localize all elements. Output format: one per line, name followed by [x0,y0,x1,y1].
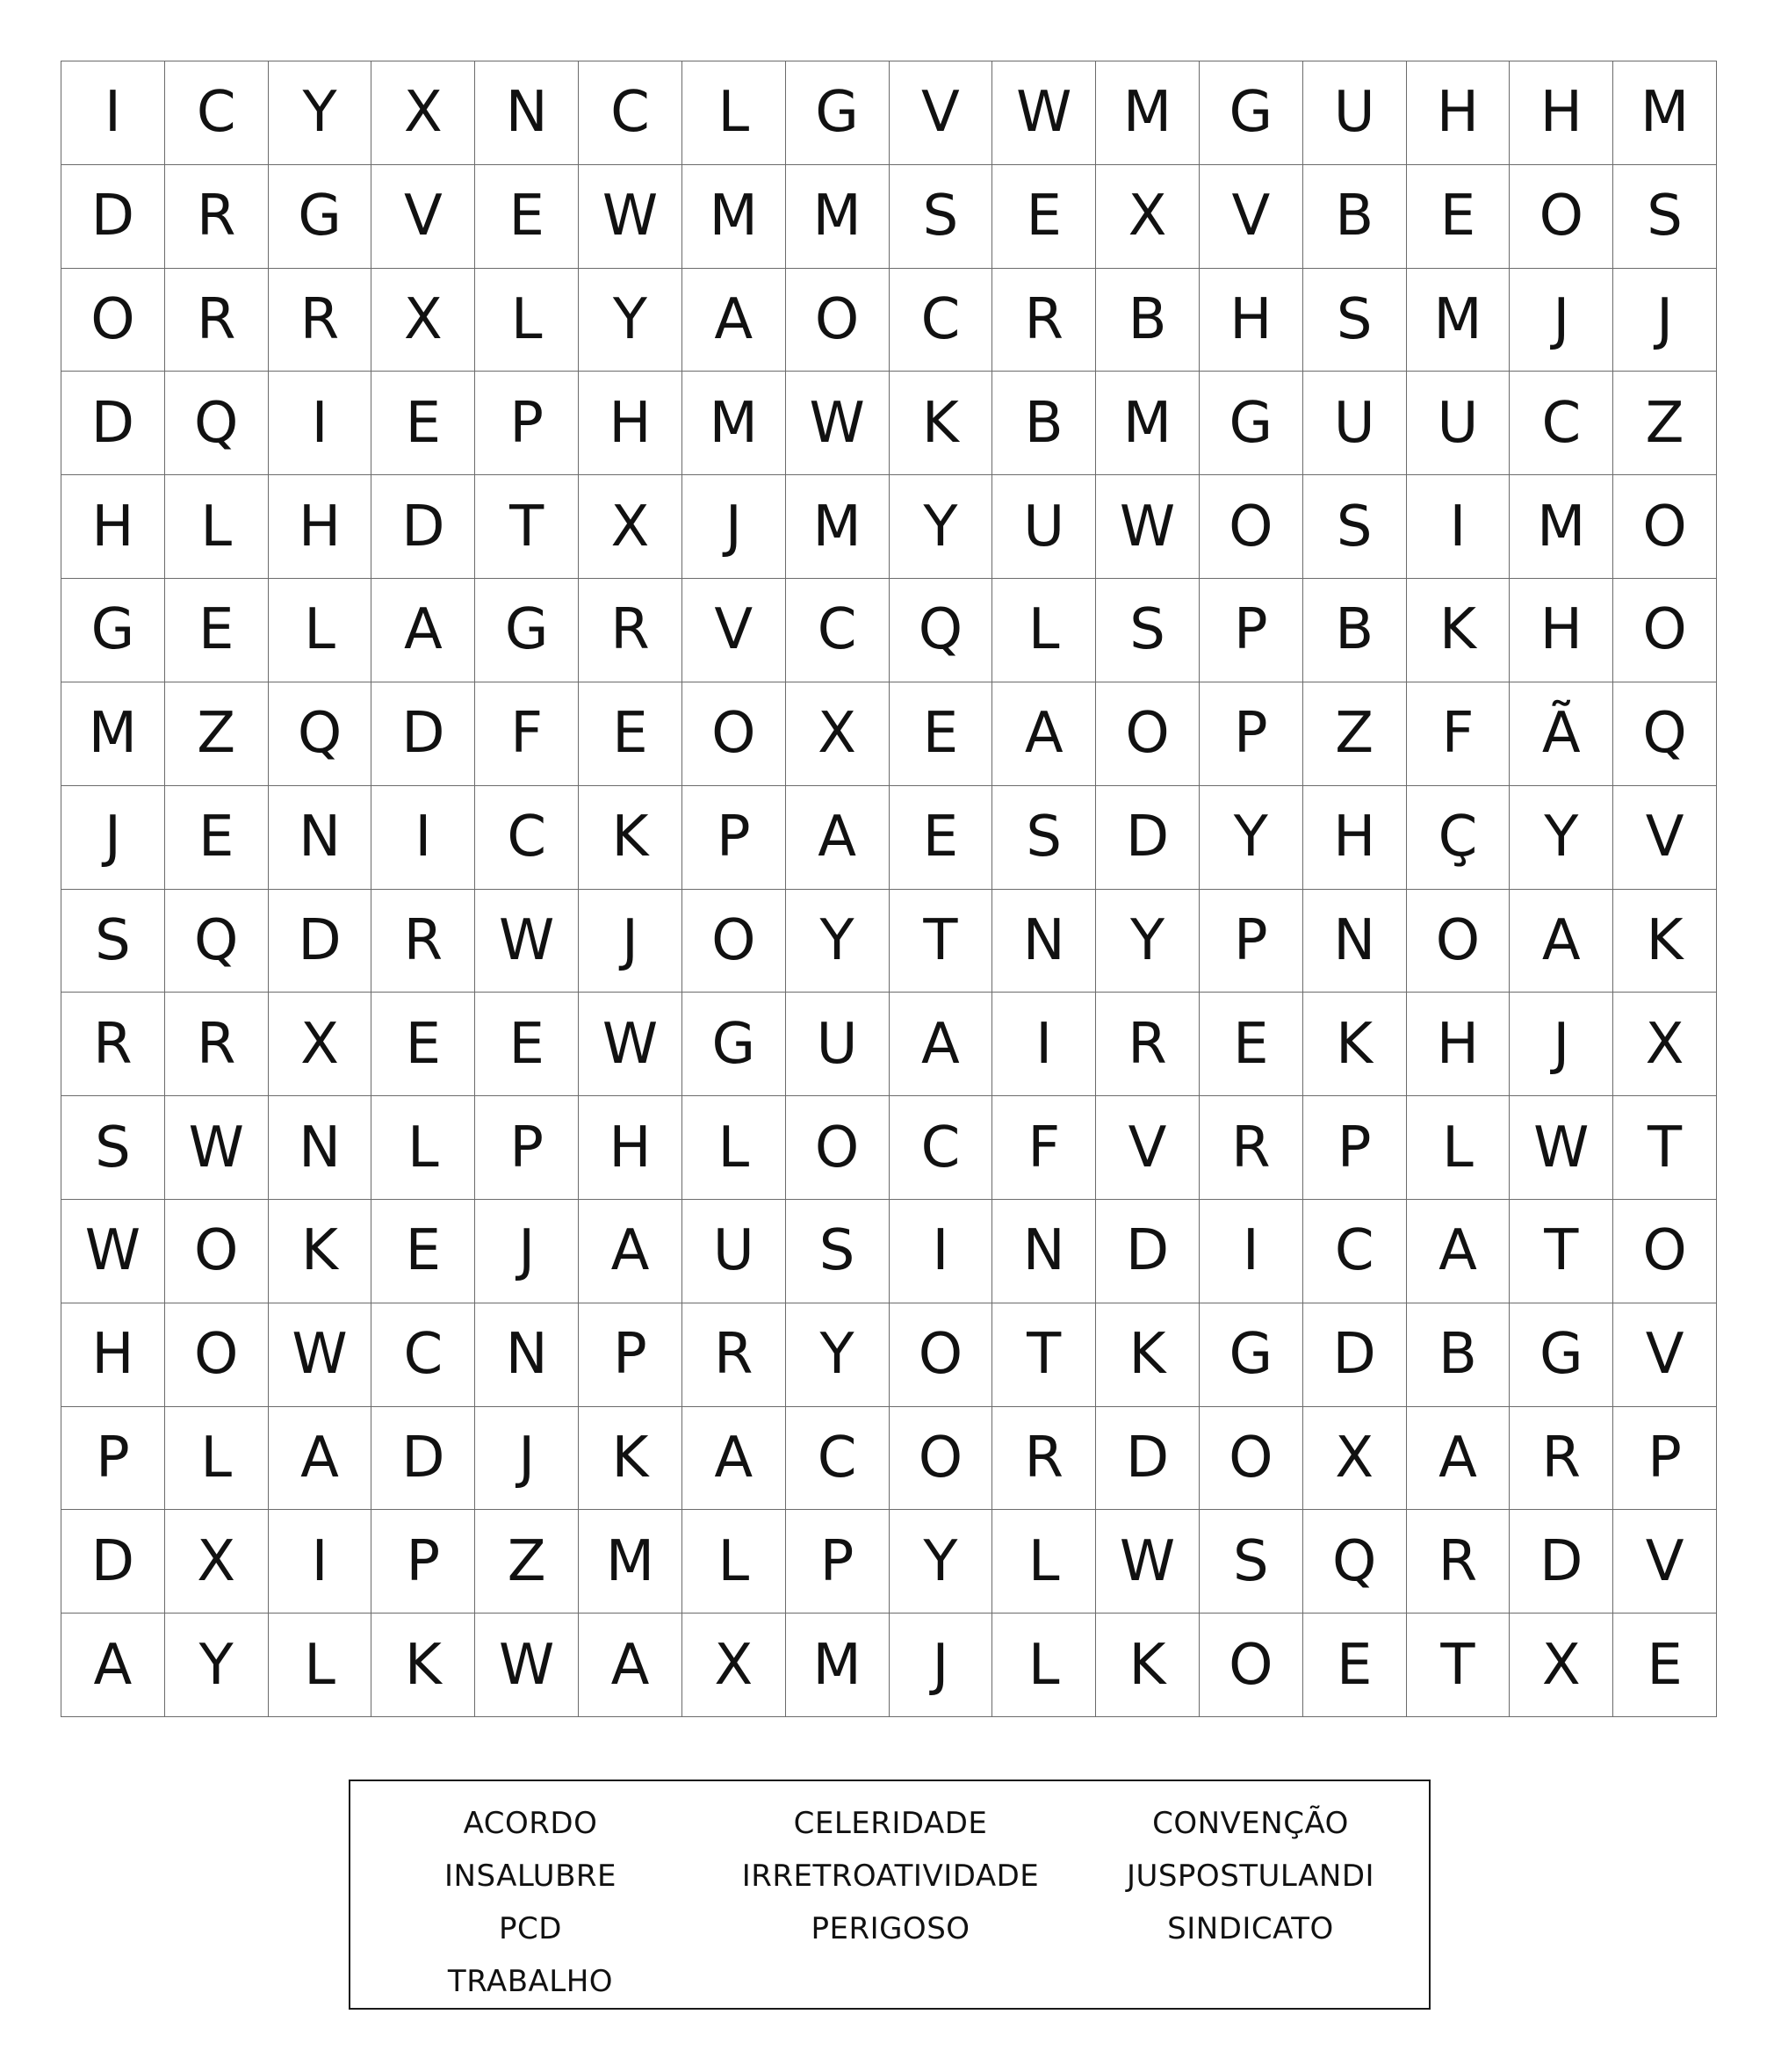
grid-cell[interactable]: U [1407,372,1511,475]
grid-cell[interactable]: L [269,1614,372,1717]
grid-cell[interactable]: V [1096,1096,1200,1200]
grid-cell[interactable]: R [371,890,475,993]
grid-cell[interactable]: D [371,475,475,579]
grid-cell[interactable]: O [890,1407,993,1511]
grid-cell[interactable]: F [992,1096,1096,1200]
grid-cell[interactable]: J [1510,269,1613,372]
grid-cell[interactable]: G [1200,1303,1303,1407]
grid-cell[interactable]: P [682,786,786,890]
grid-cell[interactable]: N [1303,890,1407,993]
grid-cell[interactable]: H [1303,786,1407,890]
grid-cell[interactable]: X [269,993,372,1096]
grid-cell[interactable]: Y [579,269,682,372]
grid-cell[interactable]: W [1096,1510,1200,1614]
grid-cell[interactable]: D [371,682,475,786]
grid-cell[interactable]: R [579,579,682,682]
grid-cell[interactable]: P [1200,579,1303,682]
grid-cell[interactable]: M [786,165,890,269]
grid-cell[interactable]: L [475,269,579,372]
grid-cell[interactable]: C [786,579,890,682]
grid-cell[interactable]: B [1096,269,1200,372]
grid-cell[interactable]: T [1510,1200,1613,1303]
word-list-item: ACORDO [463,1806,598,1841]
grid-cell[interactable]: X [165,1510,269,1614]
grid-cell[interactable]: J [475,1407,579,1511]
grid-cell[interactable]: D [1096,786,1200,890]
grid-cell[interactable]: Q [890,579,993,682]
grid-cell[interactable]: X [682,1614,786,1717]
grid-cell[interactable]: C [786,1407,890,1511]
grid-cell[interactable]: X [579,475,682,579]
grid-cell[interactable]: R [682,1303,786,1407]
grid-cell[interactable]: R [269,269,372,372]
grid-cell[interactable]: A [1510,890,1613,993]
grid-cell[interactable]: T [992,1303,1096,1407]
grid-cell[interactable]: N [992,1200,1096,1303]
grid-cell[interactable]: I [269,1510,372,1614]
grid-cell[interactable]: D [1096,1407,1200,1511]
grid-cell[interactable]: V [682,579,786,682]
grid-cell[interactable]: R [1407,1510,1511,1614]
word-list-item: TRABALHO [447,1964,614,1999]
grid-cell[interactable]: R [165,165,269,269]
grid-cell[interactable]: X [1510,1614,1613,1717]
grid-cell[interactable]: P [1200,890,1303,993]
grid-cell[interactable]: C [890,1096,993,1200]
grid-cell[interactable]: S [1096,579,1200,682]
grid-cell[interactable]: H [579,1096,682,1200]
grid-cell[interactable]: H [1510,579,1613,682]
grid-cell[interactable]: L [371,1096,475,1200]
grid-cell[interactable]: K [890,372,993,475]
grid-cell[interactable]: U [682,1200,786,1303]
grid-cell[interactable]: J [475,1200,579,1303]
grid-cell[interactable]: P [475,372,579,475]
grid-cell[interactable]: R [1200,1096,1303,1200]
grid-cell[interactable]: E [371,993,475,1096]
grid-cell[interactable]: H [1407,993,1511,1096]
grid-cell[interactable]: K [371,1614,475,1717]
grid-cell[interactable]: K [1303,993,1407,1096]
grid-cell[interactable]: V [1613,1303,1717,1407]
word-list-item: CONVENÇÃO [1152,1806,1349,1841]
grid-cell[interactable]: V [1200,165,1303,269]
grid-cell[interactable]: C [890,269,993,372]
word-list-item: SINDICATO [1167,1911,1334,1946]
grid-cell[interactable]: H [1407,61,1511,165]
grid-cell[interactable]: N [992,890,1096,993]
grid-cell[interactable]: P [61,1407,165,1511]
grid-cell[interactable]: X [1096,165,1200,269]
grid-cell[interactable]: H [61,475,165,579]
grid-cell[interactable]: Z [165,682,269,786]
grid-cell[interactable]: K [269,1200,372,1303]
grid-cell[interactable]: I [1200,1200,1303,1303]
grid-cell[interactable]: K [579,1407,682,1511]
grid-cell[interactable]: W [579,165,682,269]
grid-cell[interactable]: R [992,1407,1096,1511]
grid-cell[interactable]: S [1200,1510,1303,1614]
grid-cell[interactable]: L [682,61,786,165]
grid-cell[interactable]: A [786,786,890,890]
grid-cell[interactable]: W [1510,1096,1613,1200]
word-list [350,1797,1429,2008]
grid-cell[interactable]: C [1303,1200,1407,1303]
grid-cell[interactable]: P [1200,682,1303,786]
grid-cell[interactable]: Y [1200,786,1303,890]
letter-grid [61,61,1717,1717]
grid-cell[interactable]: B [1303,579,1407,682]
grid-cell[interactable]: J [579,890,682,993]
grid-cell[interactable]: W [475,890,579,993]
grid-cell[interactable]: H [269,475,372,579]
grid-cell[interactable]: E [890,786,993,890]
grid-cell[interactable]: S [1303,475,1407,579]
word-list-box [349,1780,1431,2010]
grid-cell[interactable]: U [786,993,890,1096]
grid-cell[interactable]: H [1510,61,1613,165]
grid-cell[interactable]: D [61,165,165,269]
grid-cell[interactable]: T [890,890,993,993]
grid-cell[interactable]: S [1613,165,1717,269]
grid-cell[interactable]: X [1303,1407,1407,1511]
grid-cell[interactable]: P [371,1510,475,1614]
grid-cell[interactable]: Q [165,890,269,993]
grid-cell[interactable]: Q [269,682,372,786]
grid-cell[interactable]: Y [1510,786,1613,890]
grid-cell[interactable]: D [1510,1510,1613,1614]
grid-cell[interactable]: K [1096,1614,1200,1717]
grid-cell[interactable]: G [682,993,786,1096]
grid-cell[interactable]: H [61,1303,165,1407]
grid-cell[interactable]: W [61,1200,165,1303]
grid-cell[interactable]: S [992,786,1096,890]
grid-cell[interactable]: F [1407,682,1511,786]
grid-cell[interactable]: L [682,1510,786,1614]
grid-cell[interactable]: M [682,165,786,269]
grid-cell[interactable]: T [1613,1096,1717,1200]
grid-cell[interactable]: O [1613,475,1717,579]
grid-cell[interactable]: M [786,475,890,579]
grid-cell[interactable]: E [371,372,475,475]
grid-cell[interactable]: J [61,786,165,890]
grid-cell[interactable]: D [61,1510,165,1614]
grid-cell[interactable]: O [1200,475,1303,579]
grid-cell[interactable]: M [61,682,165,786]
grid-cell[interactable]: O [1407,890,1511,993]
grid-cell[interactable]: I [890,1200,993,1303]
grid-cell[interactable]: R [165,993,269,1096]
grid-cell[interactable]: I [992,993,1096,1096]
grid-cell[interactable]: D [269,890,372,993]
word-list-item: IRRETROATIVIDADE [741,1859,1040,1894]
grid-cell[interactable]: O [165,1200,269,1303]
grid-cell[interactable]: X [1613,993,1717,1096]
grid-cell[interactable]: A [890,993,993,1096]
grid-cell[interactable]: W [475,1614,579,1717]
grid-cell[interactable]: B [1303,165,1407,269]
grid-cell[interactable]: A [579,1200,682,1303]
grid-cell[interactable]: Y [786,1303,890,1407]
grid-cell[interactable]: H [579,372,682,475]
grid-cell[interactable]: L [1407,1096,1511,1200]
grid-cell[interactable]: V [1613,1510,1717,1614]
grid-cell[interactable]: G [269,165,372,269]
grid-cell[interactable]: O [786,1096,890,1200]
grid-cell[interactable]: C [579,61,682,165]
grid-cell[interactable]: H [1200,269,1303,372]
grid-cell[interactable]: W [269,1303,372,1407]
grid-cell[interactable]: R [992,269,1096,372]
grid-cell[interactable]: Z [1613,372,1717,475]
grid-cell[interactable]: R [1096,993,1200,1096]
grid-cell[interactable]: Y [890,1510,993,1614]
grid-cell[interactable]: E [1200,993,1303,1096]
grid-cell[interactable]: C [475,786,579,890]
grid-cell[interactable]: M [1510,475,1613,579]
grid-cell[interactable]: M [786,1614,890,1717]
grid-cell[interactable]: K [579,786,682,890]
grid-cell[interactable]: X [786,682,890,786]
grid-cell[interactable]: Q [165,372,269,475]
grid-cell[interactable]: O [1096,682,1200,786]
grid-cell[interactable]: O [1613,1200,1717,1303]
grid-cell[interactable]: I [1407,475,1511,579]
grid-cell[interactable]: M [682,372,786,475]
grid-cell[interactable]: S [786,1200,890,1303]
grid-cell[interactable]: W [992,61,1096,165]
grid-cell[interactable]: G [1200,61,1303,165]
grid-cell[interactable]: P [1303,1096,1407,1200]
grid-cell[interactable]: X [371,269,475,372]
grid-cell[interactable]: O [1510,165,1613,269]
grid-cell[interactable]: Q [1613,682,1717,786]
grid-cell[interactable]: S [890,165,993,269]
grid-cell[interactable]: R [61,993,165,1096]
grid-cell[interactable]: E [1613,1614,1717,1717]
grid-cell[interactable]: A [61,1614,165,1717]
grid-cell[interactable]: O [682,682,786,786]
grid-cell[interactable]: V [371,165,475,269]
grid-cell[interactable]: Z [475,1510,579,1614]
grid-cell[interactable]: I [61,61,165,165]
grid-cell[interactable]: J [890,1614,993,1717]
grid-cell[interactable]: C [1510,372,1613,475]
grid-cell[interactable]: X [371,61,475,165]
grid-cell[interactable]: M [1613,61,1717,165]
grid-cell[interactable]: A [992,682,1096,786]
grid-cell[interactable]: W [786,372,890,475]
grid-cell[interactable]: J [1613,269,1717,372]
grid-cell[interactable]: Y [890,475,993,579]
grid-cell[interactable]: V [890,61,993,165]
grid-cell[interactable]: M [579,1510,682,1614]
grid-cell[interactable]: R [1510,1407,1613,1511]
grid-cell[interactable]: S [61,890,165,993]
grid-cell[interactable]: E [579,682,682,786]
grid-cell[interactable]: B [1407,1303,1511,1407]
grid-cell[interactable]: J [1510,993,1613,1096]
grid-cell[interactable]: I [269,372,372,475]
grid-cell[interactable]: E [992,165,1096,269]
grid-cell[interactable]: Y [1096,890,1200,993]
grid-cell[interactable]: Ã [1510,682,1613,786]
grid-cell[interactable]: A [1407,1407,1511,1511]
grid-cell[interactable]: Y [269,61,372,165]
grid-cell[interactable]: O [1200,1407,1303,1511]
grid-cell[interactable]: A [682,269,786,372]
grid-cell[interactable]: L [992,1614,1096,1717]
grid-cell[interactable]: K [1407,579,1511,682]
grid-cell[interactable]: E [1303,1614,1407,1717]
grid-cell[interactable]: M [1096,372,1200,475]
grid-cell[interactable]: L [269,579,372,682]
grid-cell[interactable]: C [165,61,269,165]
grid-cell[interactable]: O [61,269,165,372]
grid-cell[interactable]: N [475,1303,579,1407]
grid-cell[interactable]: D [61,372,165,475]
grid-cell[interactable]: K [1096,1303,1200,1407]
grid-cell[interactable]: W [1096,475,1200,579]
grid-cell[interactable]: E [475,165,579,269]
grid-cell[interactable]: W [165,1096,269,1200]
grid-cell[interactable]: E [371,1200,475,1303]
grid-cell[interactable]: E [165,786,269,890]
grid-cell[interactable]: G [475,579,579,682]
grid-cell[interactable]: S [1303,269,1407,372]
grid-cell[interactable]: A [579,1614,682,1717]
grid-cell[interactable]: G [61,579,165,682]
grid-cell[interactable]: D [371,1407,475,1511]
grid-cell[interactable]: E [165,579,269,682]
grid-cell[interactable]: A [1407,1200,1511,1303]
grid-cell[interactable]: A [269,1407,372,1511]
grid-cell[interactable]: U [992,475,1096,579]
grid-cell[interactable]: G [1510,1303,1613,1407]
grid-cell[interactable]: I [371,786,475,890]
grid-cell[interactable]: N [475,61,579,165]
grid-cell[interactable]: M [1407,269,1511,372]
grid-cell[interactable]: O [1200,1614,1303,1717]
word-list-item: INSALUBRE [444,1859,616,1894]
grid-cell[interactable]: U [1303,61,1407,165]
grid-cell[interactable]: B [992,372,1096,475]
grid-cell[interactable]: P [1613,1407,1717,1511]
grid-cell[interactable]: A [371,579,475,682]
grid-cell[interactable]: S [61,1096,165,1200]
grid-cell[interactable]: Z [1303,682,1407,786]
word-list-item: JUSPOSTULANDI [1126,1859,1375,1894]
grid-cell[interactable]: T [1407,1614,1511,1717]
grid-cell[interactable]: E [1407,165,1511,269]
grid-cell[interactable]: L [992,1510,1096,1614]
grid-cell[interactable]: M [1096,61,1200,165]
grid-cell[interactable]: D [1303,1303,1407,1407]
grid-cell[interactable]: L [682,1096,786,1200]
grid-cell[interactable]: N [269,786,372,890]
grid-cell[interactable]: G [1200,372,1303,475]
grid-cell[interactable]: E [475,993,579,1096]
grid-cell[interactable]: Ç [1407,786,1511,890]
grid-cell[interactable]: C [371,1303,475,1407]
grid-cell[interactable]: Y [165,1614,269,1717]
grid-cell[interactable]: O [165,1303,269,1407]
word-list-item: PERIGOSO [811,1911,970,1946]
grid-cell[interactable]: G [786,61,890,165]
grid-cell[interactable]: P [475,1096,579,1200]
grid-cell[interactable]: K [1613,890,1717,993]
grid-cell[interactable]: L [165,1407,269,1511]
grid-cell[interactable]: E [890,682,993,786]
grid-cell[interactable]: O [682,890,786,993]
word-list-item: CELERIDADE [793,1806,988,1841]
grid-cell[interactable]: R [165,269,269,372]
grid-cell[interactable]: L [165,475,269,579]
grid-cell[interactable]: A [682,1407,786,1511]
grid-cell[interactable]: D [1096,1200,1200,1303]
grid-cell[interactable]: F [475,682,579,786]
grid-cell[interactable]: T [475,475,579,579]
grid-cell[interactable]: P [579,1303,682,1407]
grid-cell[interactable]: Y [786,890,890,993]
grid-cell[interactable]: J [682,475,786,579]
grid-cell[interactable]: L [992,579,1096,682]
grid-cell[interactable]: P [786,1510,890,1614]
grid-cell[interactable]: U [1303,372,1407,475]
grid-cell[interactable]: O [890,1303,993,1407]
grid-cell[interactable]: O [786,269,890,372]
word-list-item: PCD [499,1911,562,1946]
grid-cell[interactable]: V [1613,786,1717,890]
grid-cell[interactable]: O [1613,579,1717,682]
grid-cell[interactable]: N [269,1096,372,1200]
grid-cell[interactable]: Q [1303,1510,1407,1614]
grid-cell[interactable]: W [579,993,682,1096]
